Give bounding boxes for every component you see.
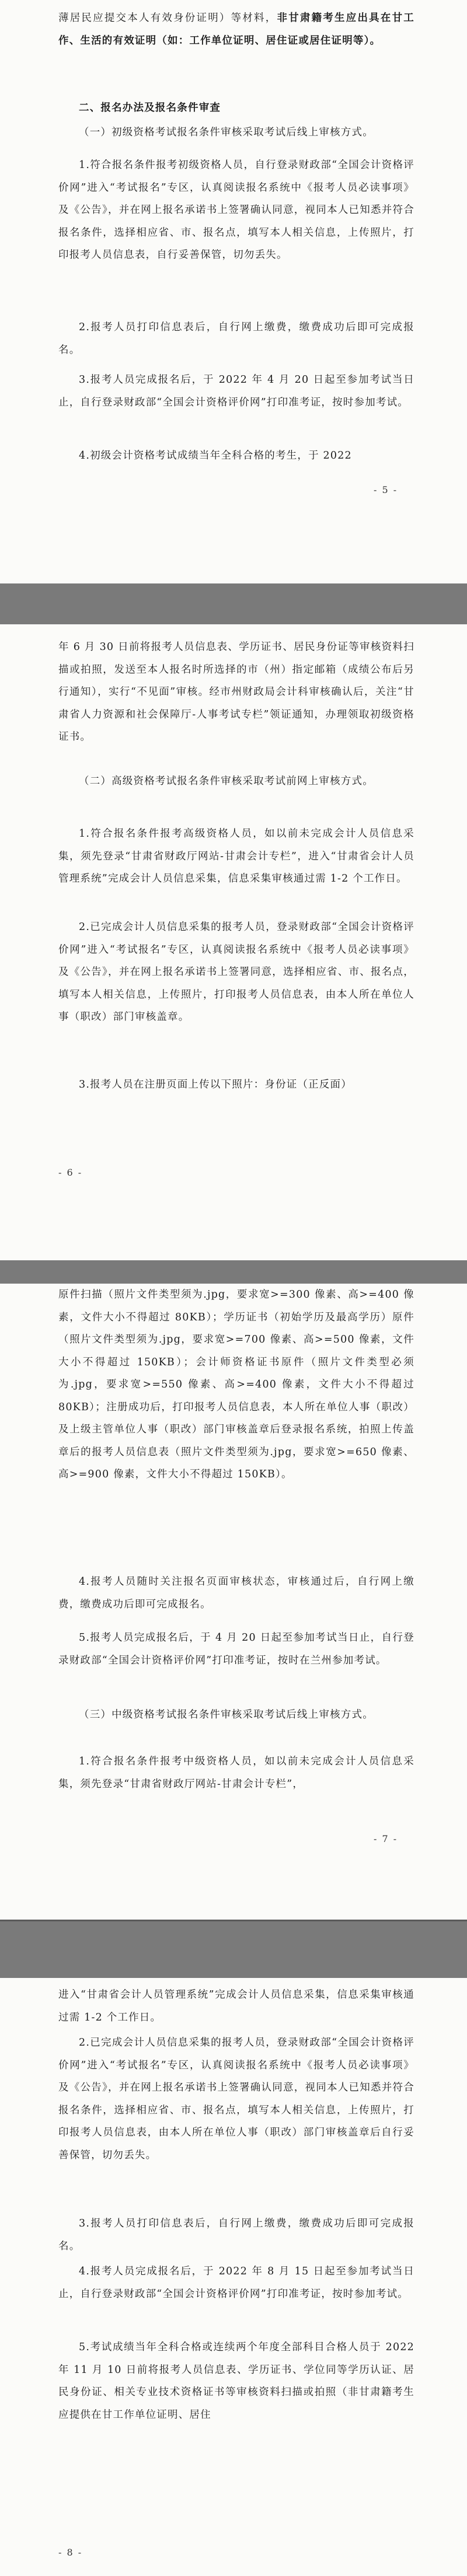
page-number: - 5 - xyxy=(374,484,398,495)
paragraph xyxy=(58,770,414,793)
paragraph-text: 4.初级会计资格考试成绩当年全科合格的考生，于 2022 xyxy=(79,450,352,462)
paragraph xyxy=(58,316,414,361)
paragraph-text: 进入“甘肃省会计人员管理系统”完成会计人员信息采集，信息采集审核通过需 1-2 个工作日。 xyxy=(58,1989,414,2023)
paragraph xyxy=(58,154,414,267)
paragraph xyxy=(58,1984,414,2029)
page-gap xyxy=(0,1260,467,1284)
paragraph xyxy=(58,1571,414,1616)
paragraph-text: （二）高级资格考试报名条件审核采取考试前网上审核方式。 xyxy=(79,775,374,787)
document-page-7 xyxy=(0,1284,467,1920)
paragraph xyxy=(58,2336,414,2426)
paragraph-text: 2.已完成会计人员信息采集的报考人员，登录财政部“全国会计资格评价网”进入“考试报名”专区，认真阅读报名系统中《报考人员必读事项》及《公告》，并在网上报名承诺书上签署确认同意，视同本人已知悉并符合报名条件，选择相应省、市、报名点，填写本人相关信息，上传照片，打印报考人员信息表，由本人所在单位人事（职改）部门审核盖章后自行妥善保管，切勿丢失。 xyxy=(58,2037,414,2161)
section-heading xyxy=(58,97,414,120)
paragraph-text: 3.报考人员打印信息表后，自行网上缴费，缴费成功后即可完成报名。 xyxy=(58,2218,414,2252)
document-page-8 xyxy=(0,1978,467,2576)
paragraph-text: 5.报考人员完成报名后，于 4 月 20 日起至参加考试当日止，自行登录财政部“全国会计资格评价网”打印准考证，按时在兰州参加考试。 xyxy=(58,1632,414,1666)
paragraph xyxy=(58,7,414,52)
paragraph-text: 年 6 月 30 日前将报考人员信息表、学历证书、居民身份证等审核资料扫描或拍照，发送至本人报名时所选择的市（州）指定邮箱（成绩公布后另行通知），实行“不见面”审核。经市州财政局会计科审核确认后，关注“甘肃省人力资源和社会保障厅-人事考试专栏”领证通知，办理领取初级资格证书。 xyxy=(58,641,414,743)
paragraph xyxy=(58,636,414,749)
paragraph-text: 3.报考人员在注册页面上传以下照片：身份证（正反面） xyxy=(79,1079,352,1090)
document-page-5 xyxy=(0,0,467,583)
page-gap xyxy=(0,1921,467,1978)
paragraph-text: 1.符合报名条件报考高级资格人员，如以前未完成会计人员信息采集，须先登录“甘肃省财政厅网站-甘肃会计专栏”，进入“甘肃省会计人员管理系统”完成会计人员信息采集，信息采集审核通过需 1-2 个工作日。 xyxy=(58,828,414,885)
paragraph xyxy=(58,121,414,144)
page-number: - 7 - xyxy=(374,1833,398,1844)
paragraph-text: 2.已完成会计人员信息采集的报考人员，登录财政部“全国会计资格评价网”进入“考试报名”专区，认真阅读报名系统中《报考人员必读事项》及《公告》，并在网上报名承诺书上签署同意，选择相应省、市、报名点，填写本人相关信息，上传照片，打印报考人员信息表，由本人所在单位人事（职改）部门审核盖章。 xyxy=(58,921,414,1023)
page-gap xyxy=(0,583,467,624)
paragraph-text: （三）中级资格考试报名条件审核采取考试后线上审核方式。 xyxy=(79,1709,374,1721)
paragraph xyxy=(58,2260,414,2305)
paragraph-text: 1.符合报名条件报考初级资格人员，自行登录财政部“全国会计资格评价网”进入“考试报名”专区，认真阅读报名系统中《报考人员必读事项》及《公告》，并在网上报名承诺书上签署确认同意，视同本人已知悉并符合报名条件，选择相应省、市、报名点，填写本人相关信息，上传照片，打印报考人员信息表，自行妥善保管，切勿丢失。 xyxy=(58,159,414,261)
paragraph-text: 1.符合报名条件报考中级资格人员，如以前未完成会计人员信息采集，须先登录“甘肃省财政厅网站-甘肃会计专栏”， xyxy=(58,1756,414,1790)
paragraph xyxy=(58,1704,414,1726)
paragraph xyxy=(58,1750,414,1795)
section-heading-text: 二、报名办法及报名条件审查 xyxy=(79,102,221,114)
paragraph xyxy=(58,916,414,1029)
paragraph xyxy=(58,1284,414,1486)
paragraph xyxy=(58,1074,414,1096)
paragraph-text: 2.报考人员打印信息表后，自行网上缴费，缴费成功后即可完成报名。 xyxy=(58,321,414,356)
paragraph-text: 原件扫描（照片文件类型须为.jpg，要求宽>=300 像素、高>=400 像素，文件大小不得超过 80KB）；学历证书（初始学历及最高学历）原件（照片文件类型须为.jpg，要求宽>=700 像素、高>=500 像素，文件大小不得超过 150KB）；会计师资格证书原件（照片文件类型必须为.jpg，要求宽>=550 像素、高>=400 像素，文件大小不得超过 80KB）；注册成功后，打印报考人员信息表，本人所在单位人事（职改）及上级主管单位人事（职改）部门审核盖章后登录报名系统，拍照上传盖章后的报考人员信息表（照片文件类型须为.jpg，要求宽>=650 像素、高>=900 像素，文件大小不得超过 150KB）。 xyxy=(58,1289,414,1480)
paragraph-text: 薄居民应提交本人有效身份证明）等材料，非甘肃籍考生应出具在甘工作、生活的有效证明（如：工作单位证明、居住证或居住证明等）。 xyxy=(58,12,414,47)
paragraph xyxy=(58,445,414,467)
paragraph xyxy=(58,369,414,414)
emphasis-text: 非甘肃籍考生应出具在甘工作、生活的有效证明（如：工作单位证明、居住证或居住证明等）。 xyxy=(58,12,414,47)
paragraph-text: 4.报考人员随时关注报名页面审核状态，审核通过后，自行网上缴费，缴费成功后即可完成报名。 xyxy=(58,1576,414,1610)
paragraph xyxy=(58,1627,414,1672)
paragraph-text: （一）初级资格考试报名条件审核采取考试后线上审核方式。 xyxy=(79,127,374,138)
paragraph-text: 3.报考人员完成报名后，于 2022 年 4 月 20 日起至参加考试当日止，自行登录财政部“全国会计资格评价网”打印准考证，按时参加考试。 xyxy=(58,374,414,408)
page-number: - 8 - xyxy=(58,2547,83,2558)
page-number: - 6 - xyxy=(58,1167,83,1178)
paragraph xyxy=(58,2213,414,2257)
paragraph-text: 4.报考人员完成报名后，于 2022 年 8 月 15 日起至参加考试当日止，自行登录财政部“全国会计资格评价网”打印准考证，按时参加考试。 xyxy=(58,2266,414,2300)
paragraph xyxy=(58,823,414,890)
paragraph xyxy=(58,2032,414,2166)
paragraph-text: 5.考试成绩当年全科合格或连续两个年度全部科目合格人员于 2022 年 11 月 10 日前将报考人员信息表、学历证书、学位同等学历认证、居民身份证、相关专业技术资格证书等审核资料扫描或拍照（非甘肃籍考生应提供在甘工作单位证明、居住 xyxy=(58,2341,414,2421)
document-page-6 xyxy=(0,624,467,1260)
